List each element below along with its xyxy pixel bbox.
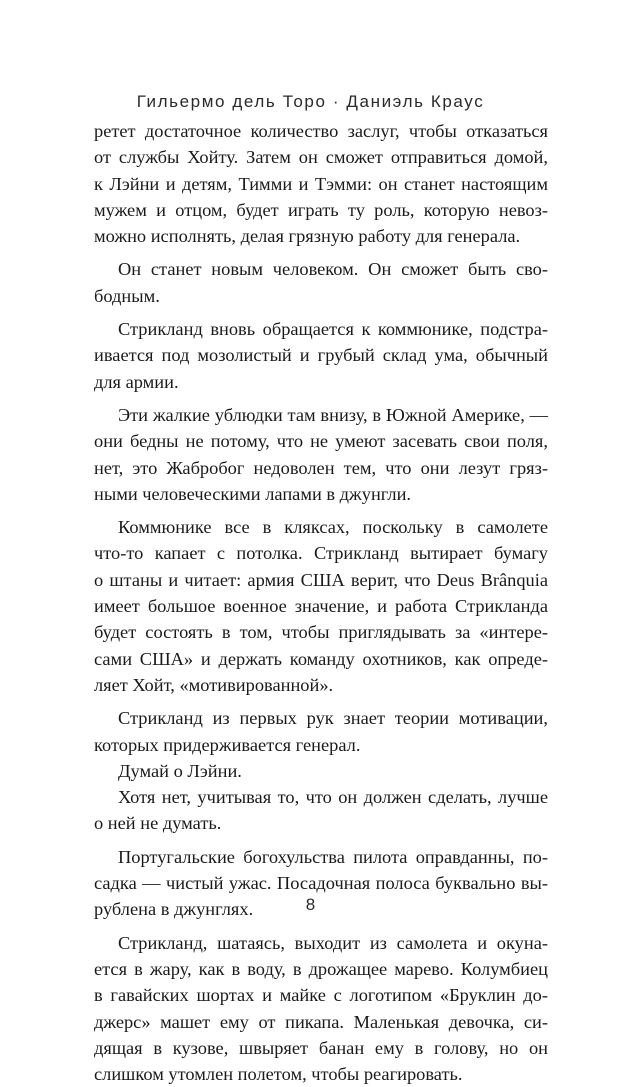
- text-line: мужем и отцом, будет играть ту роль, которую невоз-: [94, 199, 548, 220]
- text-line: в гавайских шортах и майке с логотипом «Бруклин до-: [94, 985, 548, 1006]
- text-line: Стрикланд, шатаясь, выходит из самолета и окуна-: [118, 932, 548, 953]
- text-line: рублена в джунглях.: [94, 899, 254, 920]
- text-line: Стрикланд из первых рук знает теории мотивации,: [118, 708, 548, 729]
- text-line: джерс» машет ему от пикапа. Маленькая девочка, си-: [94, 1011, 548, 1032]
- paragraph: [94, 514, 548, 698]
- paragraph: [94, 930, 548, 1087]
- text-line: Он станет новым человеком. Он сможет быть сво-: [118, 259, 548, 280]
- paragraph: [94, 316, 548, 395]
- text-line: они бедны не потому, что не умеют засевать свои поля,: [94, 431, 548, 452]
- page-number: 8: [305, 895, 316, 914]
- text-line: сами США» и держать команду охотников, как опреде-: [94, 648, 548, 669]
- text-line: Стрикланд вновь обращается к коммюнике, подстра-: [118, 319, 548, 340]
- paragraph: [94, 758, 548, 784]
- text-line: Думай о Лэйни.: [118, 760, 242, 781]
- text-line: о ней не думать.: [94, 813, 222, 834]
- paragraph: [94, 784, 548, 837]
- text-line: ется в жару, как в воду, в дрожащее марево. Колумбиец: [94, 958, 548, 979]
- body-text: [94, 118, 548, 1087]
- paragraph: [94, 705, 548, 758]
- text-line: ретет достаточное количество заслуг, чтобы отказаться: [94, 121, 548, 141]
- text-line: Португальские богохульства пилота оправданны, по-: [118, 846, 548, 867]
- text-line: можно исполнять, делая грязную работу для генерала.: [94, 226, 521, 247]
- text-line: ивается под мозолистый и грубый склад ума, обычный: [94, 345, 548, 366]
- text-line: что-то капает с потолка. Стрикланд вытирает бумагу: [94, 543, 548, 564]
- text-line: к Лэйни и детям, Тимми и Тэмми: он станет настоящим: [94, 173, 548, 194]
- text-line: о штаны и читает: армия США верит, что Deus Brânquia: [94, 569, 548, 590]
- text-line: Коммюнике все в кляксах, поскольку в самолете: [118, 517, 548, 538]
- text-line: от службы Хойту. Затем он сможет отправиться домой,: [94, 147, 548, 168]
- text-line: бодным.: [94, 285, 160, 306]
- paragraph: [94, 118, 548, 249]
- text-line: будет состоять в том, чтобы приглядывать за «интере-: [94, 622, 548, 643]
- text-line: нет, это Жабробог недоволен тем, что они лезут гряз-: [94, 457, 548, 478]
- text-line: дящая в кузове, швыряет банан ему в голову, но он: [94, 1037, 548, 1058]
- text-line: слишком утомлен полетом, чтобы реагировать.: [94, 1064, 463, 1085]
- paragraph: [94, 402, 548, 507]
- text-line: которых придерживается генерал.: [94, 734, 361, 755]
- text-line: Эти жалкие ублюдки там внизу, в Южной Америке, —: [118, 404, 548, 425]
- running-head: Гильермо дель Торо · Даниэль Краус: [136, 92, 485, 111]
- paragraph: [94, 256, 548, 309]
- text-line: для армии.: [94, 371, 179, 392]
- text-line: ляет Хойт, «мотивированной».: [94, 674, 334, 695]
- text-line: имеет большое военное значение, и работа Стрикланда: [94, 596, 548, 617]
- text-line: Хотя нет, учитывая то, что он должен сделать, лучше: [118, 787, 548, 808]
- text-line: садка — чистый ужас. Посадочная полоса буквально вы-: [94, 873, 548, 894]
- text-line: ными человеческими лапами в джунгли.: [94, 483, 412, 504]
